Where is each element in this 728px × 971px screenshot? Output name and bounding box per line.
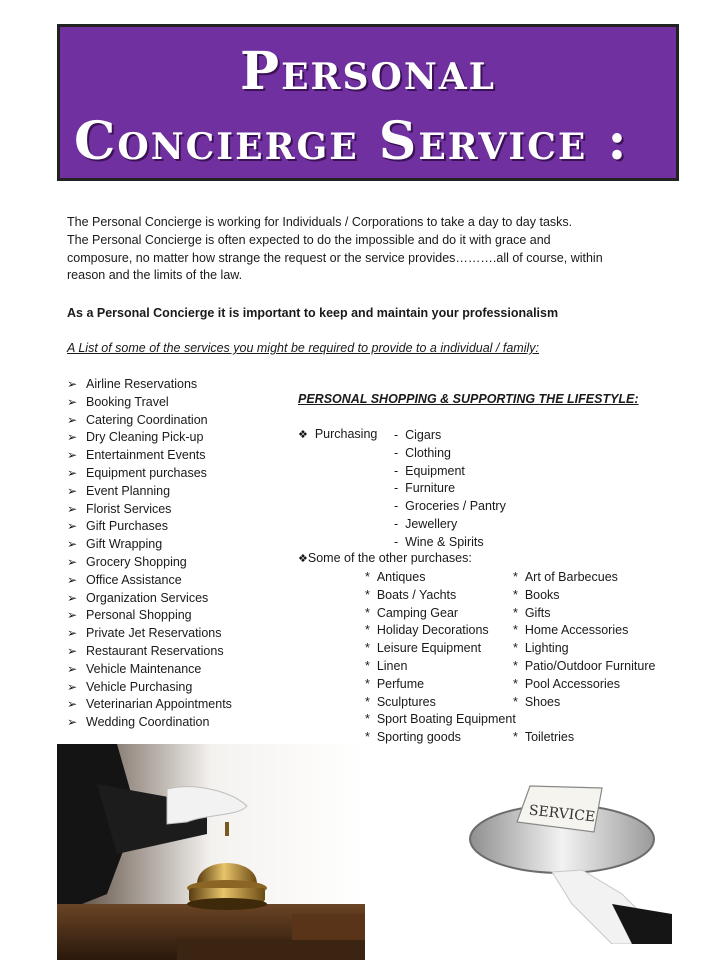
- other-purchase-item: [513, 587, 655, 605]
- other-purchase-item-label: Camping Gear: [376, 605, 459, 620]
- asterisk-bullet: *: [513, 605, 525, 620]
- arrow-bullet-icon: ➢: [67, 537, 78, 552]
- title-banner: [57, 24, 679, 181]
- asterisk-bullet: *: [513, 570, 525, 584]
- purchasing-items: [394, 427, 506, 552]
- shopping-heading: PERSONAL SHOPPING & SUPPORTING THE LIFESTYLE:: [298, 392, 639, 406]
- other-purchase-item-label: Books: [524, 587, 560, 602]
- purchasing-item-label: Furniture: [405, 481, 456, 496]
- asterisk-bullet: *: [513, 587, 525, 602]
- asterisk-bullet: *: [365, 605, 377, 620]
- other-purchase-item: [365, 711, 516, 729]
- other-purchase-item: [513, 729, 655, 747]
- service-list-item-label: Private Jet Reservations: [86, 626, 222, 641]
- arrow-bullet-icon: ➢: [67, 626, 78, 641]
- service-list-item: [67, 376, 232, 394]
- arrow-bullet-icon: ➢: [67, 697, 78, 712]
- service-list-item: [67, 714, 232, 732]
- arrow-bullet-icon: ➢: [67, 483, 78, 498]
- purchasing-item-label: Jewellery: [405, 516, 458, 531]
- service-list-item-label: Wedding Coordination: [86, 715, 210, 730]
- service-list-item: [67, 661, 232, 679]
- page-title-line-2: Concierge Service :: [74, 111, 629, 172]
- other-purchase-item-label: Perfume: [376, 676, 425, 691]
- other-purchase-item: [513, 569, 655, 587]
- purchasing-label: Purchasing: [314, 427, 378, 441]
- service-bell-photo: [57, 744, 365, 960]
- arrow-bullet-icon: ➢: [67, 572, 78, 587]
- other-purchase-item-label: Holiday Decorations: [376, 623, 489, 638]
- service-list-item: [67, 572, 232, 590]
- other-purchase-item-label: Antiques: [376, 570, 426, 584]
- purchasing-item: [394, 534, 506, 552]
- purchasing-item: [394, 516, 506, 534]
- arrow-bullet-icon: ➢: [67, 715, 78, 730]
- dash-bullet: -: [394, 516, 406, 531]
- arrow-bullet-icon: ➢: [67, 554, 78, 569]
- service-list-item: [67, 696, 232, 714]
- dash-bullet: -: [394, 445, 406, 460]
- services-list: [67, 376, 232, 732]
- service-list-item-label: Florist Services: [86, 501, 172, 516]
- other-purchase-item: [513, 694, 655, 712]
- service-list-item: [67, 483, 232, 501]
- purchasing-item-label: Wine & Spirits: [405, 534, 484, 549]
- intro-line: The Personal Concierge is often expected to do the impossible and do it with grace and: [67, 232, 551, 247]
- other-purchase-item-label: Pool Accessories: [524, 676, 620, 691]
- service-list-item-label: Vehicle Purchasing: [86, 679, 193, 694]
- arrow-bullet-icon: ➢: [67, 448, 78, 463]
- service-list-item-label: Gift Wrapping: [86, 537, 163, 552]
- dash-bullet: -: [394, 499, 406, 514]
- arrow-bullet-icon: ➢: [67, 590, 78, 605]
- service-list-item-label: Equipment purchases: [86, 465, 207, 480]
- service-list-item: [67, 501, 232, 519]
- other-purchase-item-label: Toiletries: [524, 730, 575, 745]
- service-list-item: [67, 607, 232, 625]
- service-list-item-label: Grocery Shopping: [86, 554, 187, 569]
- service-list-item: [67, 679, 232, 697]
- other-purchase-item-label: Home Accessories: [524, 623, 629, 638]
- arrow-bullet-icon: ➢: [67, 430, 78, 445]
- other-purchase-item-label: Leisure Equipment: [376, 641, 482, 656]
- asterisk-bullet: *: [365, 676, 377, 691]
- diamond-bullet-icon: ❖: [298, 429, 308, 441]
- service-list-item-label: Event Planning: [86, 483, 171, 498]
- asterisk-bullet: *: [365, 658, 377, 673]
- service-list-item: [67, 447, 232, 465]
- other-purchase-item: [365, 729, 516, 747]
- other-purchase-item-label: Sporting goods: [376, 730, 461, 745]
- service-list-item-label: Personal Shopping: [86, 608, 192, 623]
- service-tray-photo: [462, 774, 672, 944]
- page-title-line-1: Personal: [240, 41, 496, 102]
- other-purchase-item: [513, 605, 655, 623]
- other-purchase-item: [513, 640, 655, 658]
- purchasing-item-label: Clothing: [405, 445, 451, 460]
- service-list-item-label: Gift Purchases: [86, 519, 168, 534]
- dash-bullet: -: [394, 463, 406, 478]
- intro-line: composure, no matter how strange the request or the service provides……….all of course, within: [67, 250, 603, 265]
- dash-bullet: -: [394, 481, 406, 496]
- arrow-bullet-icon: ➢: [67, 679, 78, 694]
- arrow-bullet-icon: ➢: [67, 608, 78, 623]
- other-purchase-item-label: Gifts: [524, 605, 551, 620]
- purchasing-label-row: [298, 427, 377, 441]
- other-purchase-item-label: Lighting: [524, 641, 569, 656]
- asterisk-bullet: *: [513, 676, 525, 691]
- purchasing-item-label: Groceries / Pantry: [405, 499, 506, 514]
- asterisk-bullet: *: [365, 587, 377, 602]
- other-purchase-item: [513, 658, 655, 676]
- service-list-item-label: Organization Services: [86, 590, 209, 605]
- arrow-bullet-icon: ➢: [67, 412, 78, 427]
- intro-paragraph: [67, 214, 667, 285]
- asterisk-bullet: *: [365, 641, 377, 656]
- purchasing-item: [394, 427, 506, 445]
- arrow-bullet-icon: ➢: [67, 643, 78, 658]
- asterisk-bullet: *: [365, 712, 377, 727]
- purchasing-item: [394, 498, 506, 516]
- purchasing-item-label: Cigars: [405, 428, 442, 442]
- service-list-item: [67, 554, 232, 572]
- asterisk-bullet: *: [513, 641, 525, 656]
- other-purchase-item-label: Boats / Yachts: [376, 587, 457, 602]
- other-purchase-item: [513, 622, 655, 640]
- purchasing-item: [394, 463, 506, 481]
- asterisk-bullet: *: [513, 623, 525, 638]
- service-list-item-label: Office Assistance: [86, 572, 182, 587]
- other-purchase-item-label: Sport Boating Equipment: [376, 712, 516, 727]
- service-list-item: [67, 429, 232, 447]
- diamond-bullet-icon: ❖: [298, 553, 308, 565]
- other-purchase-item: [365, 640, 516, 658]
- purchasing-item: [394, 445, 506, 463]
- service-list-item: [67, 412, 232, 430]
- service-list-item: [67, 536, 232, 554]
- intro-line: The Personal Concierge is working for Individuals / Corporations to take a day to day tasks.: [67, 215, 573, 229]
- other-purchase-item-label: Linen: [376, 658, 408, 673]
- service-list-item-label: Entertainment Events: [86, 448, 206, 463]
- tray-sign-text: SERVICE: [528, 802, 596, 826]
- other-purchase-item: [365, 658, 516, 676]
- service-list-item-label: Veterinarian Appointments: [86, 697, 232, 712]
- services-list-heading: A List of some of the services you might be required to provide to a individual / family:: [67, 341, 539, 355]
- dash-bullet: -: [394, 428, 406, 442]
- arrow-bullet-icon: ➢: [67, 519, 78, 534]
- service-list-item-label: Catering Coordination: [86, 412, 208, 427]
- asterisk-bullet: *: [513, 694, 525, 709]
- asterisk-bullet: *: [365, 694, 377, 709]
- other-purchases-column-1: [365, 569, 516, 747]
- other-purchase-item-label: Art of Barbecues: [524, 570, 618, 584]
- service-list-item: [67, 590, 232, 608]
- other-purchase-item-label: Shoes: [524, 694, 561, 709]
- intro-line: reason and the limits of the law.: [67, 268, 243, 283]
- other-purchase-item: [365, 622, 516, 640]
- other-purchase-item: [513, 711, 655, 729]
- asterisk-bullet: *: [513, 730, 525, 745]
- other-purchase-item: [365, 587, 516, 605]
- service-list-item-label: Dry Cleaning Pick-up: [86, 430, 204, 445]
- asterisk-bullet: *: [365, 730, 377, 745]
- other-purchase-item: [365, 694, 516, 712]
- service-list-item: [67, 394, 232, 412]
- purchasing-item-label: Equipment: [405, 463, 465, 478]
- other-purchases-column-2: [513, 569, 655, 747]
- other-purchase-item: [365, 605, 516, 623]
- other-purchase-item: [365, 569, 516, 587]
- dash-bullet: -: [394, 534, 406, 549]
- service-list-item-label: Booking Travel: [86, 394, 169, 409]
- service-list-item: [67, 518, 232, 536]
- professionalism-statement: As a Personal Concierge it is important to keep and maintain your professionalism: [67, 306, 559, 320]
- other-purchase-item: [365, 676, 516, 694]
- service-list-item-label: Vehicle Maintenance: [86, 661, 202, 676]
- asterisk-bullet: *: [365, 570, 377, 584]
- purchasing-item: [394, 480, 506, 498]
- arrow-bullet-icon: ➢: [67, 501, 78, 516]
- service-list-item: [67, 643, 232, 661]
- arrow-bullet-icon: ➢: [67, 377, 78, 391]
- other-purchase-item-label: Patio/Outdoor Furniture: [524, 658, 656, 673]
- asterisk-bullet: *: [365, 623, 377, 638]
- service-list-item: [67, 625, 232, 643]
- other-purchases-heading-row: [298, 551, 472, 565]
- arrow-bullet-icon: ➢: [67, 394, 78, 409]
- arrow-bullet-icon: ➢: [67, 465, 78, 480]
- arrow-bullet-icon: ➢: [67, 661, 78, 676]
- other-purchase-item-label: Sculptures: [376, 694, 436, 709]
- service-list-item-label: Airline Reservations: [86, 377, 198, 391]
- service-list-item-label: Restaurant Reservations: [86, 643, 224, 658]
- asterisk-bullet: *: [513, 658, 525, 673]
- service-list-item: [67, 465, 232, 483]
- other-purchases-heading: Some of the other purchases:: [307, 551, 472, 565]
- other-purchase-item: [513, 676, 655, 694]
